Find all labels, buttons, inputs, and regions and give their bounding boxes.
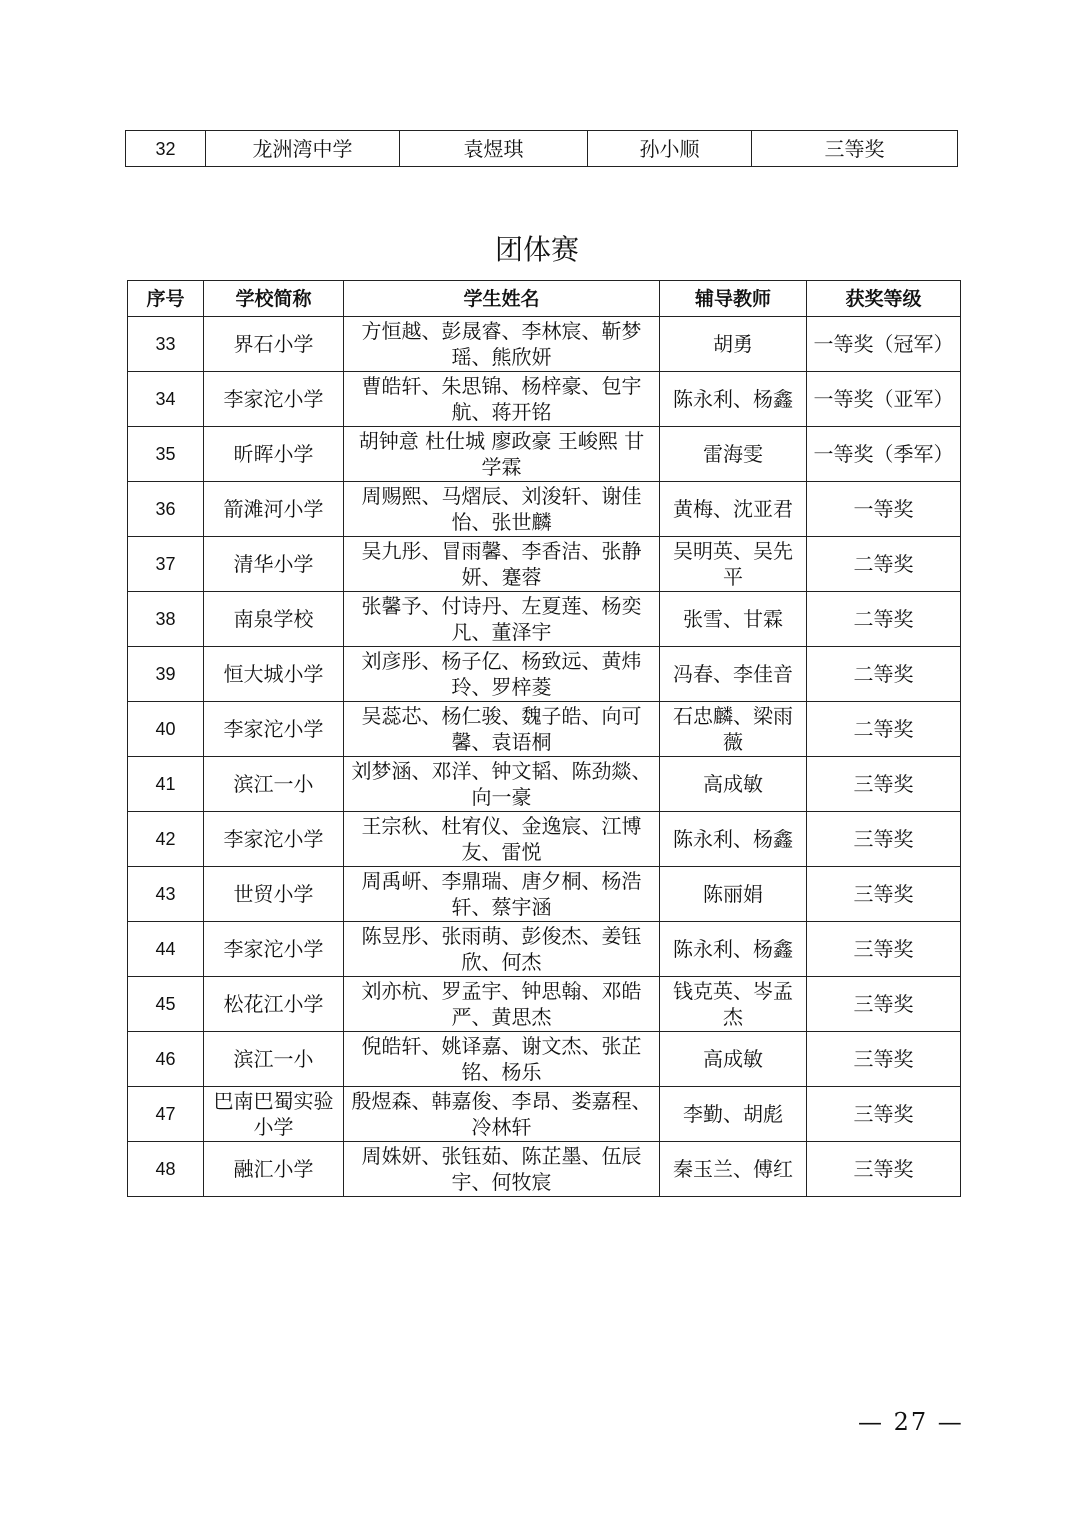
cell-students: 胡钟意 杜仕城 廖政豪 王峻熙 甘学霖 — [344, 427, 660, 482]
table-row — [128, 537, 961, 592]
cell-award: 三等奖 — [807, 1142, 961, 1197]
cell-teacher: 秦玉兰、傅红 — [660, 1142, 807, 1197]
cell-award: 三等奖 — [752, 131, 958, 167]
cell-no: 34 — [128, 372, 204, 427]
table-row — [128, 482, 961, 537]
individual-results-table-continued — [125, 130, 958, 167]
cell-no: 45 — [128, 977, 204, 1032]
cell-teacher: 张雪、甘霖 — [660, 592, 807, 647]
cell-students: 张馨予、付诗丹、左夏莲、杨奕凡、董泽宇 — [344, 592, 660, 647]
cell-students: 殷煜森、韩嘉俊、李昂、娄嘉程、冷林轩 — [344, 1087, 660, 1142]
cell-no: 37 — [128, 537, 204, 592]
cell-award: 一等奖 — [807, 482, 961, 537]
cell-school: 李家沱小学 — [204, 372, 344, 427]
cell-students: 周禹岍、李鼎瑞、唐夕桐、杨浩轩、蔡宇涵 — [344, 867, 660, 922]
cell-school: 松花江小学 — [204, 977, 344, 1032]
column-header: 获奖等级 — [807, 281, 961, 317]
cell-award: 三等奖 — [807, 812, 961, 867]
column-header: 学校简称 — [204, 281, 344, 317]
cell-teacher: 陈永利、杨鑫 — [660, 812, 807, 867]
cell-award: 三等奖 — [807, 922, 961, 977]
column-header: 学生姓名 — [344, 281, 660, 317]
section-title: 团体赛 — [494, 233, 579, 266]
cell-award: 三等奖 — [807, 1087, 961, 1142]
cell-students: 刘彦彤、杨子亿、杨致远、黄炜玲、罗梓菱 — [344, 647, 660, 702]
cell-no: 36 — [128, 482, 204, 537]
cell-school: 李家沱小学 — [204, 922, 344, 977]
cell-teacher: 李勤、胡彪 — [660, 1087, 807, 1142]
page-number: — 27 — — [858, 1408, 964, 1436]
table-row — [126, 131, 958, 167]
cell-school: 巴南巴蜀实验小学 — [204, 1087, 344, 1142]
cell-teacher: 陈永利、杨鑫 — [660, 922, 807, 977]
table-row — [128, 317, 961, 372]
cell-students: 刘亦杭、罗孟宇、钟思翰、邓皓严、黄思杰 — [344, 977, 660, 1032]
table-row — [128, 1087, 961, 1142]
cell-students: 曹皓轩、朱思锦、杨梓豪、包宇航、蒋开铭 — [344, 372, 660, 427]
cell-no: 48 — [128, 1142, 204, 1197]
cell-students: 倪皓轩、姚译嘉、谢文杰、张芷铭、杨乐 — [344, 1032, 660, 1087]
cell-no: 43 — [128, 867, 204, 922]
cell-school: 界石小学 — [204, 317, 344, 372]
cell-school: 南泉学校 — [204, 592, 344, 647]
cell-no: 42 — [128, 812, 204, 867]
cell-no: 44 — [128, 922, 204, 977]
cell-school: 箭滩河小学 — [204, 482, 344, 537]
cell-no: 46 — [128, 1032, 204, 1087]
cell-students: 周赐熙、马熠辰、刘浚轩、谢佳怡、张世麟 — [344, 482, 660, 537]
cell-no: 47 — [128, 1087, 204, 1142]
cell-teacher: 吴明英、吴先平 — [660, 537, 807, 592]
cell-no: 32 — [126, 131, 206, 167]
table-row — [128, 372, 961, 427]
cell-award: 一等奖（季军） — [807, 427, 961, 482]
table-row — [128, 1142, 961, 1197]
cell-teacher: 高成敏 — [660, 757, 807, 812]
cell-no: 41 — [128, 757, 204, 812]
table-row — [128, 977, 961, 1032]
team-table-body — [128, 317, 961, 1197]
table-row — [128, 757, 961, 812]
table-header-row — [128, 281, 961, 317]
cell-students: 陈昱彤、张雨萌、彭俊杰、姜钰欣、何杰 — [344, 922, 660, 977]
cell-teacher: 陈丽娟 — [660, 867, 807, 922]
cell-students: 周姝妍、张钰茹、陈芷墨、伍辰宇、何牧宸 — [344, 1142, 660, 1197]
cell-students: 刘梦涵、邓洋、钟文韬、陈劲燚、向一豪 — [344, 757, 660, 812]
cell-award: 二等奖 — [807, 702, 961, 757]
cell-students: 吴蕊芯、杨仁骏、魏子皓、向可馨、袁语桐 — [344, 702, 660, 757]
cell-school: 李家沱小学 — [204, 812, 344, 867]
table-row — [128, 812, 961, 867]
cell-award: 三等奖 — [807, 977, 961, 1032]
cell-teacher: 钱克英、岑孟杰 — [660, 977, 807, 1032]
cell-award: 二等奖 — [807, 592, 961, 647]
cell-no: 40 — [128, 702, 204, 757]
cell-student: 袁煜琪 — [400, 131, 588, 167]
cell-school: 世贸小学 — [204, 867, 344, 922]
table-row — [128, 922, 961, 977]
cell-award: 一等奖（亚军） — [807, 372, 961, 427]
cell-school: 昕晖小学 — [204, 427, 344, 482]
column-header: 辅导教师 — [660, 281, 807, 317]
cell-award: 二等奖 — [807, 537, 961, 592]
team-results-table — [127, 280, 961, 1197]
cell-students: 吴九彤、冒雨馨、李香洁、张静妍、蹇蓉 — [344, 537, 660, 592]
cell-school: 清华小学 — [204, 537, 344, 592]
cell-award: 三等奖 — [807, 1032, 961, 1087]
table-row — [128, 647, 961, 702]
cell-students: 王宗秋、杜宥仪、金逸宸、江博友、雷悦 — [344, 812, 660, 867]
cell-no: 38 — [128, 592, 204, 647]
cell-teacher: 陈永利、杨鑫 — [660, 372, 807, 427]
cell-teacher: 冯春、李佳音 — [660, 647, 807, 702]
cell-school: 滨江一小 — [204, 757, 344, 812]
column-header: 序号 — [128, 281, 204, 317]
cell-award: 三等奖 — [807, 867, 961, 922]
cell-teacher: 孙小顺 — [588, 131, 752, 167]
cell-award: 三等奖 — [807, 757, 961, 812]
cell-school: 滨江一小 — [204, 1032, 344, 1087]
cell-teacher: 高成敏 — [660, 1032, 807, 1087]
cell-school: 恒大城小学 — [204, 647, 344, 702]
cell-award: 一等奖（冠军） — [807, 317, 961, 372]
cell-award: 二等奖 — [807, 647, 961, 702]
cell-students: 方恒越、彭晟睿、李林宸、靳梦瑶、熊欣妍 — [344, 317, 660, 372]
cell-school: 李家沱小学 — [204, 702, 344, 757]
cell-teacher: 胡勇 — [660, 317, 807, 372]
cell-teacher: 雷海雯 — [660, 427, 807, 482]
table-row — [128, 867, 961, 922]
table-row — [128, 702, 961, 757]
cell-no: 35 — [128, 427, 204, 482]
cell-no: 39 — [128, 647, 204, 702]
cell-no: 33 — [128, 317, 204, 372]
cell-school: 融汇小学 — [204, 1142, 344, 1197]
cell-teacher: 黄梅、沈亚君 — [660, 482, 807, 537]
table-row — [128, 1032, 961, 1087]
cell-school: 龙洲湾中学 — [206, 131, 400, 167]
cell-teacher: 石忠麟、梁雨薇 — [660, 702, 807, 757]
table-row — [128, 427, 961, 482]
table-row — [128, 592, 961, 647]
